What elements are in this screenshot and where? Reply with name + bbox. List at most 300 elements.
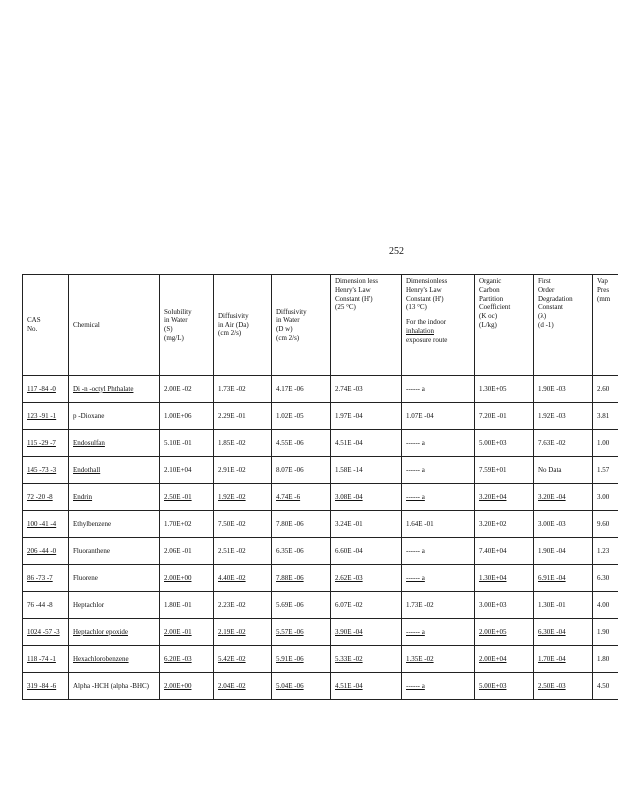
cell-chemical (69, 511, 160, 538)
cell-vapor (593, 511, 618, 538)
column-header-note: For the indoor (406, 318, 447, 326)
cell-henry-25 (331, 619, 402, 646)
cell-henry-13 (402, 538, 475, 565)
cell-degradation (534, 403, 593, 430)
cell-diff-water (272, 403, 331, 430)
cell-value: 2.91E -02 (218, 465, 246, 474)
table-row (23, 457, 618, 484)
cell-value: 1.70E -04 (538, 654, 566, 663)
cell-solubility (160, 619, 214, 646)
cell-koc (475, 673, 534, 700)
cell-value: 1.80 (597, 654, 610, 663)
column-header-line: Degradation (538, 294, 573, 303)
cell-value: 3.00 (597, 492, 610, 501)
cell-value: 3.00E+03 (479, 600, 507, 609)
cell-degradation (534, 592, 593, 619)
cell-value: ------ a (406, 384, 425, 393)
column-header-line: (d -1) (538, 320, 554, 329)
cell-value: 1.35E -02 (406, 654, 434, 663)
cell-value: 4.50 (597, 681, 610, 690)
cell-henry-13 (402, 511, 475, 538)
column-header-line: (λ) (538, 312, 547, 320)
cell-value: 4.51E -04 (335, 438, 363, 447)
cell-value: 5.69E -06 (276, 600, 304, 609)
cell-vapor (593, 457, 618, 484)
cell-value: 1.92E -02 (218, 492, 246, 501)
cell-value: 76 -44 -8 (27, 600, 53, 609)
column-header-line: Order (538, 285, 555, 294)
cell-vapor (593, 673, 618, 700)
table-row (23, 592, 618, 619)
cell-cas (23, 592, 69, 619)
cell-henry-25 (331, 538, 402, 565)
cell-value: 1.30E+04 (479, 573, 507, 582)
cell-value: 2.29E -01 (218, 411, 246, 420)
cell-diff-water (272, 592, 331, 619)
cell-koc (475, 403, 534, 430)
cell-value: 7.20E -01 (479, 411, 507, 420)
cell-koc (475, 646, 534, 673)
cell-value: ------ a (406, 627, 425, 636)
cell-value: 1.73E -02 (406, 600, 434, 609)
cell-value: 3.81 (597, 411, 610, 420)
cell-degradation (534, 538, 593, 565)
cell-value: 2.00E+04 (479, 654, 507, 663)
cell-value: Ethylbenzene (73, 519, 112, 528)
cell-value: 2.19E -02 (218, 627, 246, 636)
cell-value: Endosulfan (73, 438, 105, 447)
cell-value: 1.70E+02 (164, 519, 192, 528)
cell-value: 5.00E+03 (479, 438, 507, 447)
cell-value: ------ a (406, 681, 425, 690)
cell-chemical (69, 592, 160, 619)
cell-value: 5.33E -02 (335, 654, 363, 663)
column-header-line: Dimension less (335, 277, 378, 285)
table-row (23, 565, 618, 592)
cell-value: 123 -91 -1 (27, 411, 57, 420)
cell-value: 5.00E+03 (479, 681, 507, 690)
cell-koc (475, 376, 534, 403)
cell-value: 7.50E -02 (218, 519, 246, 528)
cell-diff-water (272, 457, 331, 484)
cell-solubility (160, 430, 214, 457)
cell-value: 2.50E -03 (538, 681, 566, 690)
cell-diff-air (214, 646, 272, 673)
cell-value: 1.85E -02 (218, 438, 246, 447)
cell-henry-13 (402, 376, 475, 403)
cell-value: 319 -84 -6 (27, 681, 57, 690)
cell-cas (23, 511, 69, 538)
cell-henry-13 (402, 403, 475, 430)
column-header-line: Chemical (73, 320, 100, 329)
column-header-line: Constant (538, 303, 563, 312)
table-row (23, 619, 618, 646)
cell-value: Fluorene (73, 573, 98, 582)
cell-value: 5.42E -02 (218, 654, 246, 663)
cell-solubility (160, 511, 214, 538)
cell-chemical (69, 646, 160, 673)
chemical-properties-table-wrapper (22, 274, 618, 714)
cell-vapor (593, 430, 618, 457)
cell-henry-25 (331, 376, 402, 403)
cell-cas (23, 646, 69, 673)
cell-degradation (534, 673, 593, 700)
cell-vapor (593, 484, 618, 511)
cell-value: 72 -20 -8 (27, 492, 53, 501)
cell-cas (23, 484, 69, 511)
cell-henry-25 (331, 403, 402, 430)
cell-value: 117 -84 -0 (27, 384, 56, 393)
column-header-line: Henry's Law (406, 285, 442, 294)
cell-value: 3.20E -04 (538, 492, 566, 501)
cell-value: 5.10E -01 (164, 438, 192, 447)
column-header-line: Pres (597, 285, 610, 294)
cell-value: 2.00E -01 (164, 627, 192, 636)
cell-henry-13 (402, 646, 475, 673)
cell-value: Endrin (73, 492, 93, 501)
column-header-line: Henry's Law (335, 285, 371, 294)
cell-chemical (69, 376, 160, 403)
cell-diff-air (214, 484, 272, 511)
table-body (23, 376, 618, 700)
column-header-line: CAS (27, 316, 41, 325)
cell-vapor (593, 619, 618, 646)
cell-value: 6.07E -02 (335, 600, 363, 609)
cell-value: 8.07E -06 (276, 465, 304, 474)
column-header-chemical (69, 275, 160, 376)
column-header-line: (cm 2/s) (218, 329, 242, 338)
cell-diff-water (272, 619, 331, 646)
cell-chemical (69, 673, 160, 700)
cell-value: 5.91E -06 (276, 654, 304, 663)
cell-value: Heptachlor (73, 600, 105, 609)
column-header-cas (23, 275, 69, 376)
cell-value: 1024 -57 -3 (27, 627, 60, 636)
column-header-line: (D w) (276, 325, 293, 333)
cell-diff-air (214, 403, 272, 430)
cell-value: 3.20E+04 (479, 492, 507, 501)
column-header-line: (13 °C) (406, 303, 427, 312)
cell-value: 9.60 (597, 519, 610, 528)
cell-koc (475, 484, 534, 511)
cell-value: 3.08E -04 (335, 492, 363, 501)
table-row (23, 403, 618, 430)
cell-value: 7.40E+04 (479, 546, 507, 555)
column-header-line: in Water (276, 316, 300, 325)
column-header-line: Constant (H') (406, 294, 444, 303)
column-header-vapor (593, 275, 618, 376)
column-header-line: Diffusivity (276, 307, 307, 316)
cell-value: 1.73E -02 (218, 384, 246, 393)
cell-value: 2.74E -03 (335, 384, 363, 393)
cell-value: 1.90 (597, 627, 610, 636)
column-header-line: Carbon (479, 285, 500, 294)
cell-value: 1.80E -01 (164, 600, 192, 609)
cell-henry-25 (331, 457, 402, 484)
column-header-line: in Water (164, 316, 188, 325)
cell-value: Endothall (73, 465, 101, 474)
cell-koc (475, 619, 534, 646)
cell-value: 5.57E -06 (276, 627, 304, 636)
cell-diff-water (272, 511, 331, 538)
cell-cas (23, 538, 69, 565)
cell-value: 4.74E -6 (276, 492, 301, 501)
cell-vapor (593, 646, 618, 673)
cell-value: 1.00 (597, 438, 610, 447)
cell-solubility (160, 646, 214, 673)
table-header-row (23, 275, 618, 376)
cell-henry-13 (402, 619, 475, 646)
cell-value: 2.00E+05 (479, 627, 507, 636)
cell-vapor (593, 538, 618, 565)
cell-diff-water (272, 538, 331, 565)
cell-value: 4.40E -02 (218, 573, 246, 582)
column-header-line: (K oc) (479, 312, 498, 320)
cell-cas (23, 619, 69, 646)
cell-henry-13 (402, 565, 475, 592)
cell-value: 6.30E -04 (538, 627, 566, 636)
column-header-line: Organic (479, 277, 502, 285)
table-row (23, 646, 618, 673)
cell-vapor (593, 592, 618, 619)
cell-solubility (160, 376, 214, 403)
cell-solubility (160, 673, 214, 700)
cell-value: 7.88E -06 (276, 573, 304, 582)
cell-value: 1.23 (597, 546, 610, 555)
cell-diff-air (214, 538, 272, 565)
column-header-line: (L/kg) (479, 320, 497, 329)
cell-value: ------ a (406, 546, 425, 555)
column-header-henry-13 (402, 275, 475, 376)
cell-chemical (69, 538, 160, 565)
cell-value: 6.35E -06 (276, 546, 304, 555)
cell-vapor (593, 376, 618, 403)
cell-koc (475, 538, 534, 565)
cell-value: 2.51E -02 (218, 546, 246, 555)
cell-value: ------ a (406, 438, 425, 447)
cell-value: 7.80E -06 (276, 519, 304, 528)
cell-solubility (160, 457, 214, 484)
cell-value: 6.60E -04 (335, 546, 363, 555)
cell-value: 2.62E -03 (335, 573, 363, 582)
cell-koc (475, 592, 534, 619)
cell-value: 6.20E -03 (164, 654, 192, 663)
cell-value: 145 -73 -3 (27, 465, 57, 474)
cell-vapor (593, 403, 618, 430)
table-row (23, 430, 618, 457)
cell-chemical (69, 565, 160, 592)
cell-chemical (69, 430, 160, 457)
cell-value: Heptachlor epoxide (73, 627, 129, 636)
cell-value: 1.64E -01 (406, 519, 434, 528)
cell-diff-air (214, 430, 272, 457)
cell-value: 4.00 (597, 600, 610, 609)
cell-value: Hexachlorobenzene (73, 654, 129, 663)
cell-cas (23, 457, 69, 484)
cell-value: 3.24E -01 (335, 519, 363, 528)
cell-henry-13 (402, 673, 475, 700)
cell-solubility (160, 484, 214, 511)
column-header-line: (25 °C) (335, 303, 356, 312)
cell-value: No Data (538, 465, 562, 474)
cell-value: 1.57 (597, 465, 610, 474)
cell-value: Di -n -octyl Phthalate (73, 384, 134, 393)
cell-henry-25 (331, 511, 402, 538)
column-header-diff-water (272, 275, 331, 376)
cell-value: ------ a (406, 465, 425, 474)
cell-diff-water (272, 565, 331, 592)
cell-degradation (534, 511, 593, 538)
column-header-line: Constant (H') (335, 294, 373, 303)
table-row (23, 484, 618, 511)
cell-solubility (160, 403, 214, 430)
table-row (23, 673, 618, 700)
cell-koc (475, 565, 534, 592)
cell-value: 6.30 (597, 573, 610, 582)
cell-henry-25 (331, 430, 402, 457)
cell-value: 4.55E -06 (276, 438, 304, 447)
column-header-line: Diffusivity (218, 311, 249, 320)
cell-henry-25 (331, 592, 402, 619)
cell-henry-13 (402, 457, 475, 484)
cell-value: 2.60 (597, 384, 610, 393)
column-header-henry-25 (331, 275, 402, 376)
cell-value: 5.04E -06 (276, 681, 304, 690)
cell-diff-water (272, 673, 331, 700)
cell-value: 2.00E+00 (164, 573, 192, 582)
cell-diff-air (214, 565, 272, 592)
cell-value: 1.90E -03 (538, 384, 566, 393)
cell-value: ------ a (406, 573, 425, 582)
cell-diff-air (214, 619, 272, 646)
cell-value: 100 -41 -4 (27, 519, 57, 528)
cell-value: 1.07E -04 (406, 411, 434, 420)
cell-henry-25 (331, 484, 402, 511)
cell-value: 115 -29 -7 (27, 438, 56, 447)
cell-value: 1.90E -04 (538, 546, 566, 555)
cell-diff-air (214, 592, 272, 619)
cell-value: 118 -74 -1 (27, 654, 56, 663)
cell-diff-air (214, 511, 272, 538)
cell-diff-water (272, 376, 331, 403)
column-header-line: No. (27, 325, 38, 333)
cell-value: 206 -44 -0 (27, 546, 57, 555)
cell-value: Fluoranthene (73, 546, 110, 555)
cell-value: 1.58E -14 (335, 465, 363, 474)
cell-cas (23, 430, 69, 457)
cell-value: 2.06E -01 (164, 546, 192, 555)
cell-diff-air (214, 673, 272, 700)
cell-diff-air (214, 457, 272, 484)
cell-diff-water (272, 484, 331, 511)
cell-value: 1.97E -04 (335, 411, 363, 420)
cell-value: 3.90E -04 (335, 627, 363, 636)
cell-value: 7.63E -02 (538, 438, 566, 447)
cell-value: Alpha -HCH (alpha -BHC) (73, 681, 150, 690)
cell-value: 6.91E -04 (538, 573, 566, 582)
column-header-line: (cm 2/s) (276, 333, 300, 342)
column-header-line: (S) (164, 325, 173, 333)
cell-henry-13 (402, 484, 475, 511)
cell-value: 1.30E -01 (538, 600, 566, 609)
cell-value: 1.92E -03 (538, 411, 566, 420)
column-header-line: First (538, 277, 551, 285)
cell-diff-water (272, 430, 331, 457)
column-header-line: Coefficient (479, 303, 511, 312)
cell-value: ------ a (406, 492, 425, 501)
cell-henry-25 (331, 565, 402, 592)
cell-diff-air (214, 376, 272, 403)
cell-cas (23, 403, 69, 430)
cell-degradation (534, 646, 593, 673)
cell-henry-13 (402, 430, 475, 457)
cell-cas (23, 376, 69, 403)
cell-henry-25 (331, 673, 402, 700)
cell-value: 2.50E -01 (164, 492, 192, 501)
column-header-line: Partition (479, 294, 504, 303)
column-header-degradation (534, 275, 593, 376)
cell-value: 1.00E+06 (164, 411, 192, 420)
cell-value: 3.00E -03 (538, 519, 566, 528)
cell-value: 3.20E+02 (479, 519, 507, 528)
cell-value: 2.00E+00 (164, 681, 192, 690)
cell-value: 2.10E+04 (164, 465, 192, 474)
cell-solubility (160, 592, 214, 619)
column-header-note: exposure route (406, 335, 448, 344)
cell-koc (475, 457, 534, 484)
cell-degradation (534, 484, 593, 511)
cell-degradation (534, 376, 593, 403)
cell-value: 2.00E -02 (164, 384, 192, 393)
cell-koc (475, 430, 534, 457)
cell-degradation (534, 565, 593, 592)
cell-degradation (534, 430, 593, 457)
column-header-line: Vap (597, 277, 608, 285)
cell-value: 4.51E -04 (335, 681, 363, 690)
cell-value: 1.30E+05 (479, 384, 507, 393)
cell-vapor (593, 565, 618, 592)
column-header-line: in Air (Da) (218, 320, 249, 329)
cell-value: 1.02E -05 (276, 411, 304, 420)
column-header-line: (mm (597, 294, 611, 303)
column-header-line: (mg/L) (164, 333, 184, 342)
column-header-solubility (160, 275, 214, 376)
cell-chemical (69, 403, 160, 430)
cell-degradation (534, 457, 593, 484)
chemical-properties-table (22, 274, 618, 700)
cell-henry-13 (402, 592, 475, 619)
cell-degradation (534, 619, 593, 646)
cell-value: 2.23E -02 (218, 600, 246, 609)
column-header-diff-air (214, 275, 272, 376)
table-row (23, 376, 618, 403)
page-number: 252 (389, 246, 404, 257)
cell-value: 2.04E -02 (218, 681, 246, 690)
cell-chemical (69, 457, 160, 484)
cell-value: 7.59E+01 (479, 465, 507, 474)
cell-cas (23, 565, 69, 592)
column-header-line: Dimensionless (406, 277, 448, 285)
column-header-koc (475, 275, 534, 376)
cell-value: 86 -73 -7 (27, 573, 53, 582)
cell-chemical (69, 484, 160, 511)
cell-henry-25 (331, 646, 402, 673)
cell-solubility (160, 565, 214, 592)
cell-diff-water (272, 646, 331, 673)
cell-solubility (160, 538, 214, 565)
column-header-note: inhalation (406, 326, 434, 335)
cell-value: 4.17E -06 (276, 384, 304, 393)
